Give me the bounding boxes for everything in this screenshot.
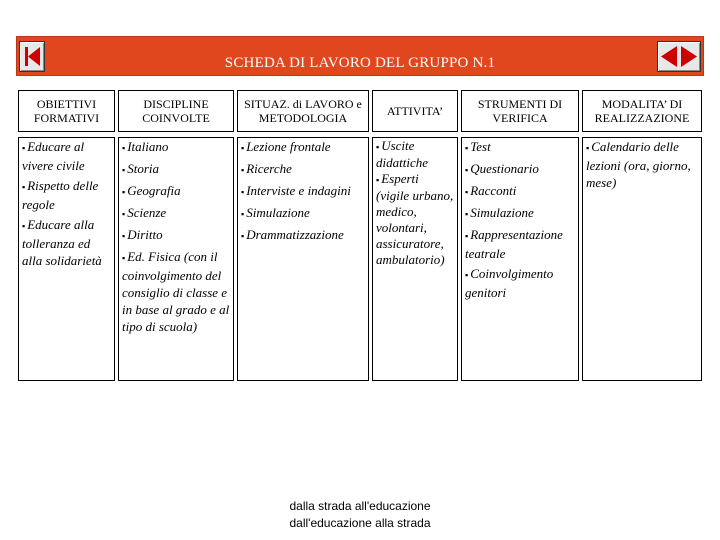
column-body-discipline [118,137,234,381]
column-header-obiettivi [18,90,115,132]
list-item: ▪ Rispetto delle regole [22,178,99,212]
column-body-modalita [582,137,702,381]
page-title: SCHEDA DI LAVORO DEL GRUPPO N.1 [224,55,496,71]
list-item: ▪ Test [465,139,491,154]
prev-next-button[interactable] [657,41,701,72]
column-body-situazioni [237,137,369,381]
column-header-label: DISCIPLINE COINVOLTE [142,97,210,125]
list-item: ▪ Diritto [122,227,163,242]
list-item: ▪ Interviste e indagini [241,183,351,198]
list-item: ▪ Questionario [465,161,539,176]
back-forward-icon [658,42,700,71]
column-header-modalita [582,90,702,132]
list-item: ▪ Storia [122,161,159,176]
list-item: ▪ Lezione frontale [241,139,331,154]
list-item: ▪ Geografia [122,183,181,198]
column-header-situazioni [237,90,369,132]
list-item: ▪ Ed. Fisica (con il coinvolgimento del consiglio di classe e in base al grado e al tipo di scuola) [122,249,230,334]
column-body-attivita [372,137,458,381]
list-item: ▪ Educare alla tolleranza ed alla solidarietà [22,217,102,268]
list-item: ▪ Educare al vivere civile [22,139,85,173]
list-item: ▪ Racconti [465,183,517,198]
column-header-discipline [118,90,234,132]
list-item: ▪ Esperti (vigile urbano, medico, volontari, assicuratore, ambulatorio) [376,171,454,267]
column-header-label: OBIETTIVI FORMATIVI [33,97,100,125]
list-item: ▪ Rappresentazione teatrale [465,227,563,261]
column-header-label: MODALITA’ DI REALIZZAZIONE [594,97,690,125]
list-item: ▪ Uscite didattiche [376,138,428,170]
column-header-attivita [372,90,458,132]
list-item: ▪ Ricerche [241,161,292,176]
footer-line-1: dalla strada all'educazione [289,499,431,513]
column-header-label: ATTIVITA’ [386,104,444,118]
column-body-obiettivi [18,137,115,381]
column-header-strumenti [461,90,579,132]
list-item: ▪ Drammatizzazione [241,227,344,242]
column-header-label: SITUAZ. di LAVORO e METODOLOGIA [244,97,362,125]
title-bar [16,36,704,76]
column-body-strumenti [461,137,579,381]
list-item: ▪ Simulazione [241,205,310,220]
list-item: ▪ Simulazione [465,205,534,220]
list-item: ▪ Coinvolgimento genitori [465,266,554,300]
list-item: ▪ Italiano [122,139,169,154]
footer-line-2: dall'educazione alla strada [289,516,431,530]
column-header-label: STRUMENTI DI VERIFICA [477,97,563,125]
list-item: ▪ Scienze [122,205,167,220]
footer-motto [280,498,440,532]
list-item: ▪ Calendario delle lezioni (ora, giorno, mese) [586,139,691,190]
